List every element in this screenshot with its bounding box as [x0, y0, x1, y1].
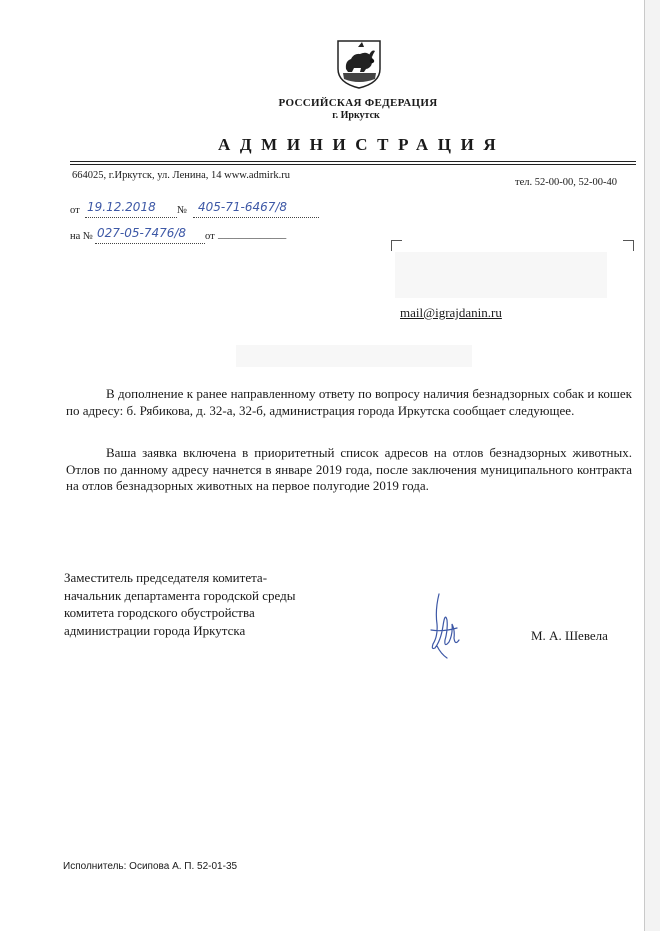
signatory-title-line: комитета городского обустройства	[64, 605, 255, 620]
organization-title: АДМИНИСТРАЦИЯ	[218, 135, 506, 154]
recipient-bracket-right	[623, 240, 634, 251]
number-underline	[193, 217, 319, 218]
organization-phone: тел. 52-00-00, 52-00-40	[515, 177, 617, 188]
signatory-title-line: начальник департамента городской среды	[64, 587, 296, 603]
recipient-email: mail@igrajdanin.ru	[400, 305, 502, 320]
city-heading: г. Иркутск	[332, 110, 380, 121]
body-paragraph-1: В дополнение к ранее направленному ответу по вопросу наличия безнадзорных собак и кошек по адресу: б. Рябикова, д. 32-а, 32-б, администрация города Иркутска сообщает следующее.	[66, 386, 632, 418]
country-heading: РОССИЙСКАЯ ФЕДЕРАЦИЯ	[278, 97, 438, 109]
from-date-label: от	[70, 205, 80, 216]
redacted-salutation	[236, 345, 472, 367]
number-label: №	[177, 205, 188, 216]
organization-address: 664025, г.Иркутск, ул. Ленина, 14 www.admirk.ru	[72, 170, 290, 181]
page-frame-edge	[644, 0, 660, 931]
reply-to-label: на №	[70, 231, 93, 242]
signatory-title	[64, 569, 296, 639]
incoming-underline	[95, 243, 205, 244]
outgoing-date: 19.12.2018	[87, 200, 156, 214]
handwritten-signature-icon	[425, 590, 465, 662]
outgoing-number: 405-71-6467/8	[198, 200, 288, 214]
header-divider-top	[70, 161, 636, 162]
executor-note: Исполнитель: Осипова А. П. 52-01-35	[63, 861, 238, 872]
header-divider-bottom	[70, 164, 636, 165]
signatory-title-line: администрации города Иркутска	[64, 622, 246, 638]
reply-date-label: от	[205, 231, 215, 242]
body-paragraph-2: Ваша заявка включена в приоритетный список адресов на отлов безнадзорных животных. Отлов по данному адресу начнется в январе 2019 года, после заключения муниципального контракта на отлов безнадзорных животных на первое полугодие 2019 года.	[66, 445, 632, 493]
reply-date-blank: _____________	[218, 229, 287, 240]
signatory-title-line: Заместитель председателя комитета-	[64, 570, 268, 585]
redacted-recipient	[395, 252, 607, 298]
date-underline	[85, 217, 177, 218]
incoming-number: 027-05-7476/8	[97, 226, 187, 240]
recipient-bracket-left	[391, 240, 402, 251]
signatory-name: М. А. Шевела	[531, 628, 608, 643]
coat-of-arms-icon	[336, 39, 382, 89]
